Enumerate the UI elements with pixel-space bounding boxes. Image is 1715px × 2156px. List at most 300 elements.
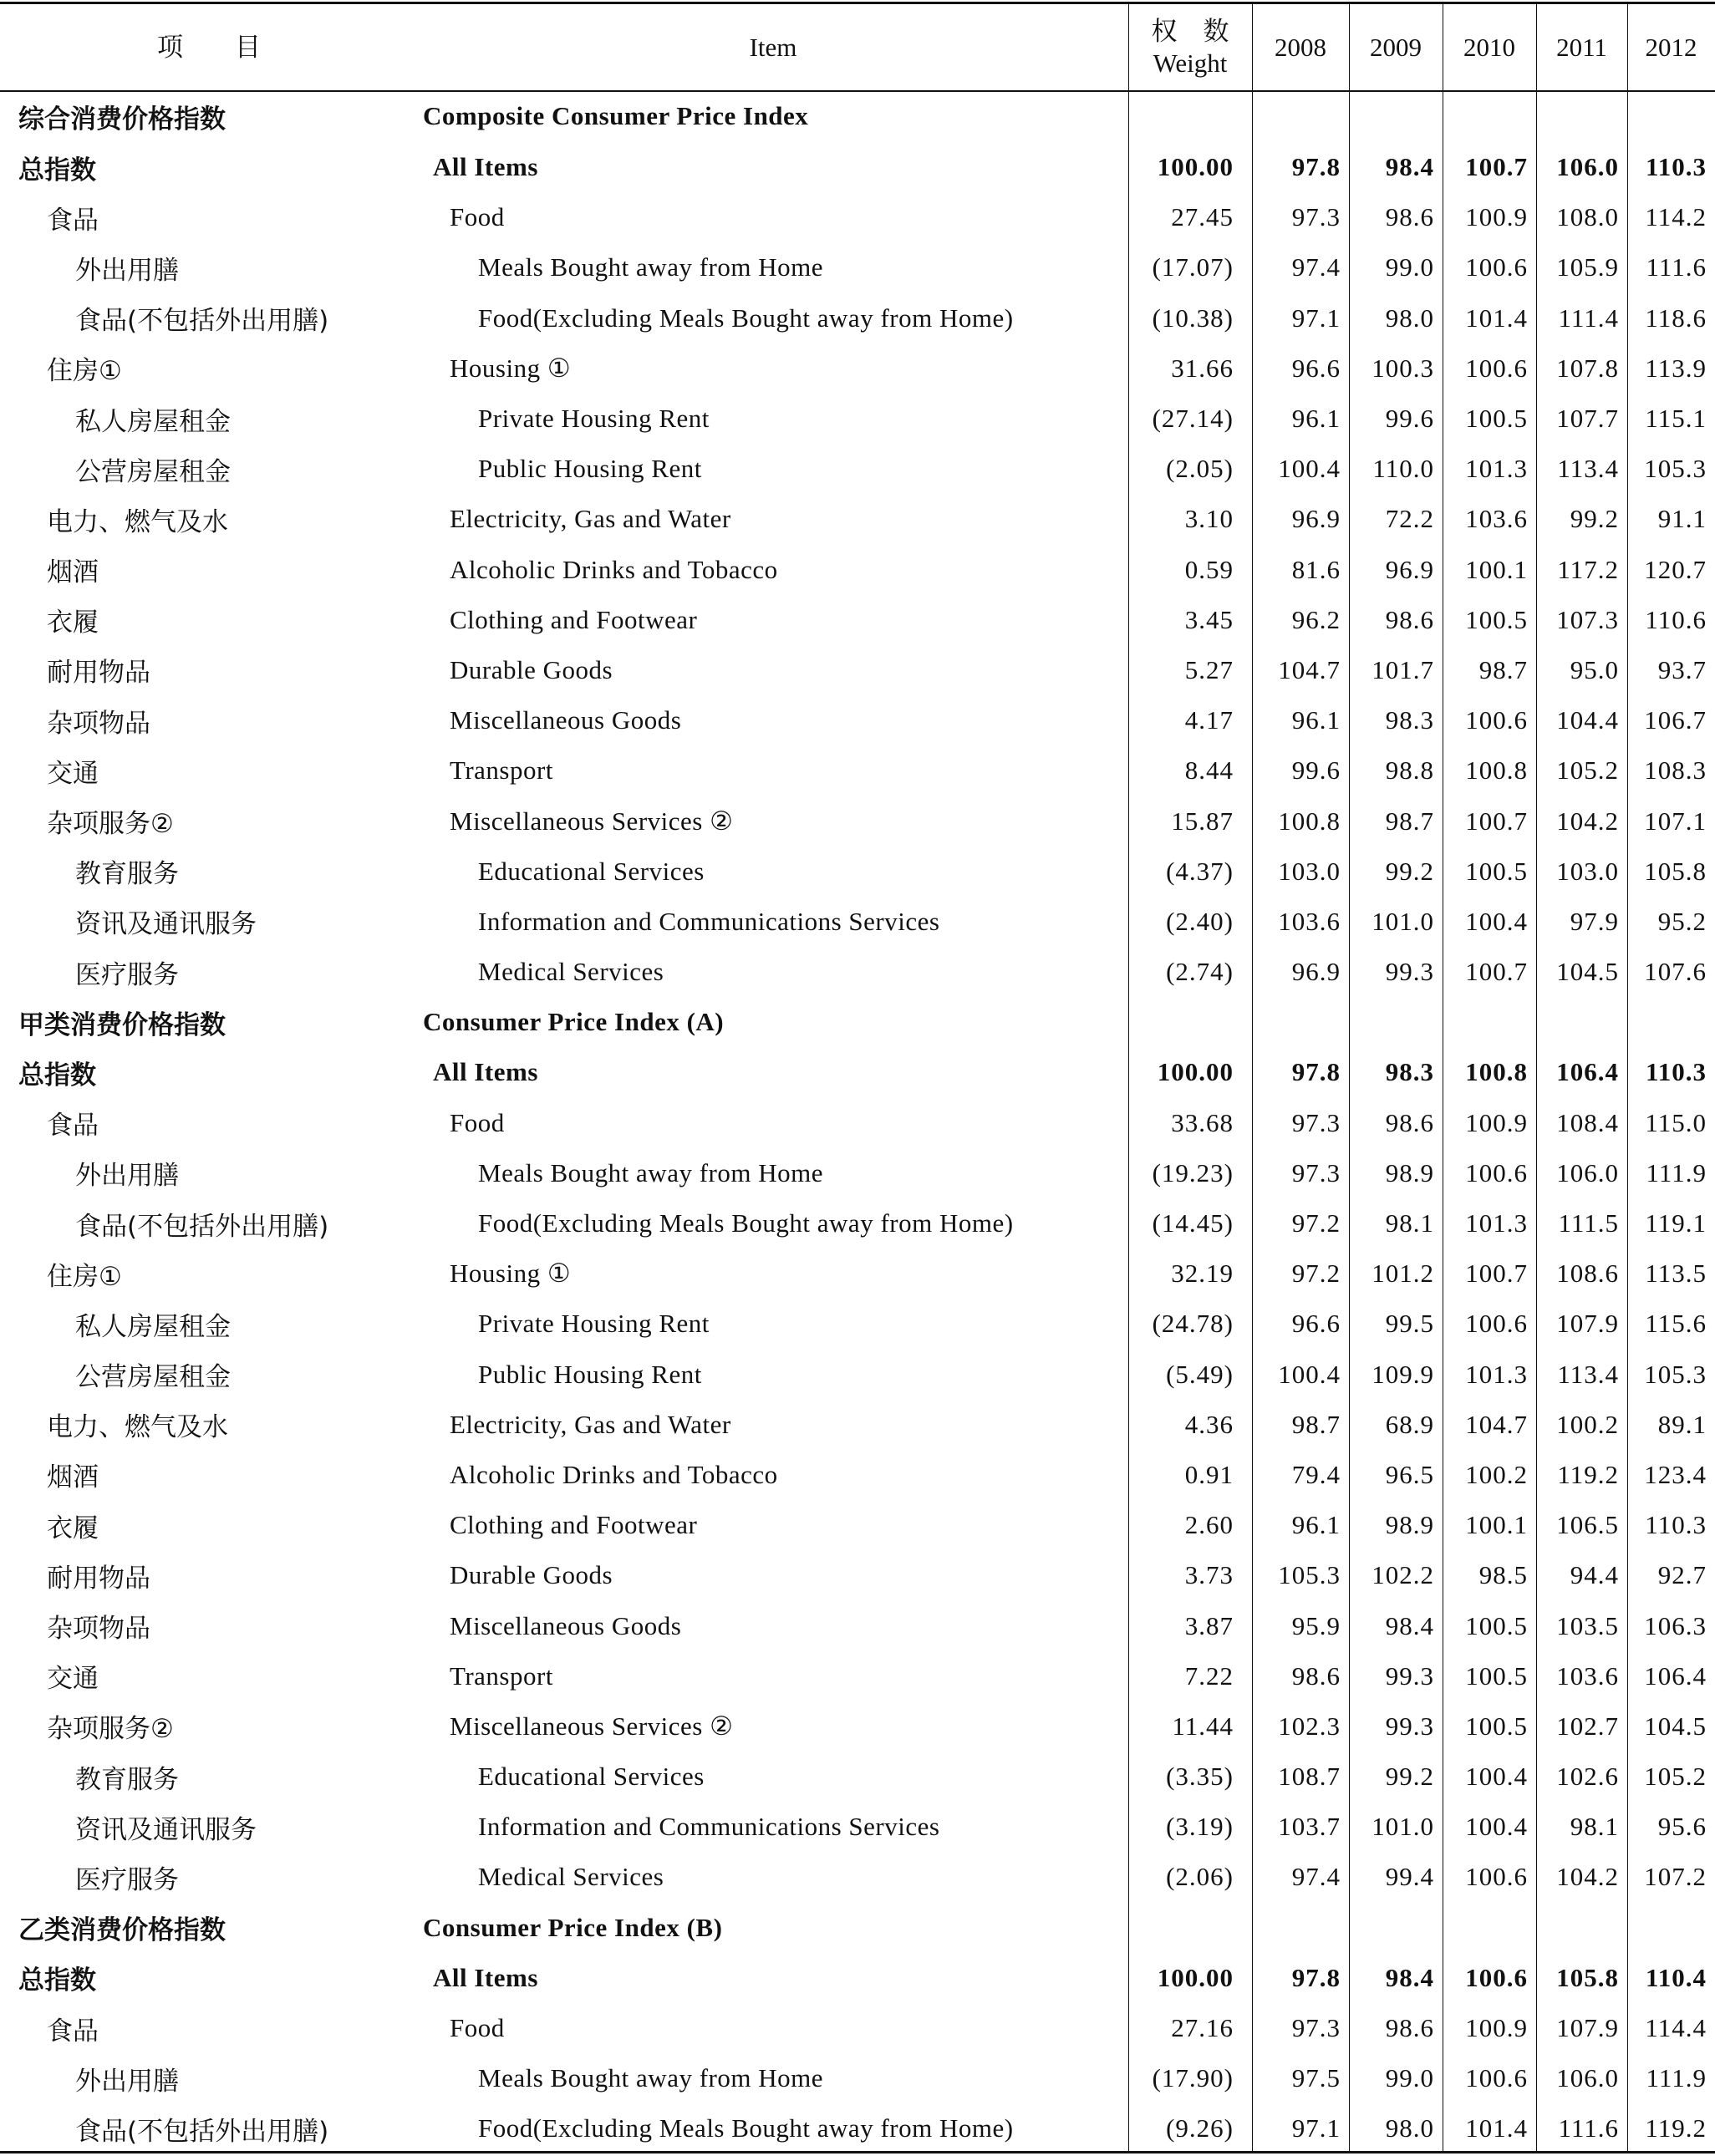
- index-value-cell: 104.7: [1465, 1409, 1528, 1439]
- index-value-cell: 97.8: [1291, 1057, 1341, 1087]
- table-row: [0, 242, 1715, 292]
- index-value-cell: 100.8: [1278, 806, 1341, 836]
- index-value-cell: 107.6: [1644, 957, 1707, 987]
- weight-cell: 11.44: [1172, 1711, 1234, 1741]
- index-value-cell: 103.6: [1556, 1660, 1619, 1691]
- item-name-cn: 资讯及通讯服务: [75, 909, 257, 940]
- index-value-cell: 96.1: [1291, 705, 1341, 735]
- index-value-cell: 97.9: [1570, 906, 1619, 936]
- index-value-cell: 107.9: [1556, 1309, 1619, 1339]
- index-value-cell: 111.6: [1646, 252, 1707, 282]
- item-name-cn: 外出用膳: [75, 1161, 179, 1192]
- index-value-cell: 105.8: [1644, 856, 1707, 886]
- index-value-cell: [1627, 90, 1715, 142]
- index-value-cell: 98.7: [1478, 654, 1528, 684]
- index-value-cell: [1349, 1903, 1443, 1953]
- index-value-cell: 99.6: [1385, 404, 1434, 434]
- item-name-en: All Items: [433, 1962, 538, 1992]
- index-value-cell: 99.3: [1385, 1711, 1434, 1741]
- index-value-cell: 100.7: [1465, 152, 1528, 182]
- index-value-cell: 96.6: [1291, 353, 1341, 383]
- index-value-cell: 103.0: [1278, 856, 1341, 886]
- index-value-cell: 119.1: [1645, 1208, 1707, 1238]
- index-value-cell: 104.4: [1556, 705, 1619, 735]
- index-value-cell: 102.7: [1556, 1711, 1619, 1741]
- table-row: [0, 2053, 1715, 2103]
- index-value-cell: 108.4: [1556, 1107, 1619, 1137]
- item-name-cn: 私人房屋租金: [75, 406, 231, 437]
- index-value-cell: 100.8: [1465, 755, 1528, 786]
- weight-cell: 32.19: [1171, 1259, 1234, 1289]
- index-value-cell: 98.4: [1385, 1962, 1434, 1992]
- index-value-cell: 107.8: [1556, 353, 1619, 383]
- section-row: [0, 997, 1715, 1047]
- table-row: [0, 1701, 1715, 1752]
- index-value-cell: 102.2: [1371, 1560, 1434, 1590]
- index-value-cell: 97.4: [1291, 1862, 1341, 1892]
- item-name-en: Food: [450, 2013, 505, 2043]
- item-name-cn: 耐用物品: [47, 1563, 150, 1594]
- index-value-cell: 102.6: [1556, 1762, 1619, 1792]
- index-value-cell: 100.3: [1371, 353, 1434, 383]
- table-row: [0, 1550, 1715, 1600]
- index-value-cell: 104.2: [1556, 806, 1619, 836]
- index-value-cell: 110.4: [1645, 1962, 1707, 1992]
- item-name-cn: 交通: [47, 758, 99, 789]
- index-value-cell: 115.0: [1645, 1107, 1707, 1137]
- index-value-cell: 100.6: [1465, 705, 1528, 735]
- index-value-cell: [1443, 997, 1536, 1047]
- index-value-cell: 101.7: [1371, 654, 1434, 684]
- item-name-cn: 衣履: [47, 608, 99, 638]
- index-value-cell: 99.0: [1385, 2063, 1434, 2093]
- table-row: [0, 645, 1715, 695]
- index-value-cell: 100.4: [1465, 906, 1528, 936]
- weight-cell: 100.00: [1157, 152, 1234, 182]
- index-value-cell: 96.9: [1385, 554, 1434, 584]
- header-weight-cn: 权 数: [1151, 16, 1229, 47]
- item-name-en: Food(Excluding Meals Bought away from Home): [478, 2113, 1014, 2143]
- index-value-cell: 99.6: [1291, 755, 1341, 786]
- index-value-cell: 95.9: [1291, 1610, 1341, 1640]
- index-value-cell: 100.4: [1465, 1812, 1528, 1842]
- item-name-en: Information and Communications Services: [478, 1812, 940, 1842]
- item-name-en: Food(Excluding Meals Bought away from Home): [478, 1208, 1014, 1238]
- index-value-cell: 103.6: [1278, 906, 1341, 936]
- table-row: [0, 545, 1715, 595]
- index-value-cell: 100.5: [1465, 404, 1528, 434]
- index-value-cell: 97.8: [1291, 152, 1341, 182]
- item-name-cn: 食品: [47, 205, 99, 236]
- index-value-cell: 103.5: [1556, 1610, 1619, 1640]
- index-value-cell: 92.7: [1657, 1560, 1707, 1590]
- index-value-cell: 100.6: [1465, 353, 1528, 383]
- weight-cell: 3.73: [1184, 1560, 1234, 1590]
- index-value-cell: 99.0: [1385, 252, 1434, 282]
- index-value-cell: 99.3: [1385, 1660, 1434, 1691]
- table-row: [0, 1953, 1715, 2003]
- index-value-cell: 97.8: [1291, 1962, 1341, 1992]
- table-row: [0, 847, 1715, 897]
- table-row: [0, 1198, 1715, 1248]
- table-row: [0, 796, 1715, 846]
- index-value-cell: 106.5: [1556, 1510, 1619, 1540]
- weight-cell: (2.06): [1166, 1862, 1234, 1892]
- item-name-cn: 综合消费价格指数: [18, 104, 226, 135]
- header-item-cn: 项 目: [157, 32, 261, 63]
- index-value-cell: 107.1: [1644, 806, 1707, 836]
- item-name-en: Miscellaneous Goods: [450, 1610, 682, 1640]
- index-value-cell: 108.0: [1556, 202, 1619, 232]
- weight-cell: 0.59: [1184, 554, 1234, 584]
- table-row: [0, 1350, 1715, 1400]
- item-name-cn: 公营房屋租金: [75, 1362, 231, 1393]
- index-value-cell: 99.2: [1385, 1762, 1434, 1792]
- index-value-cell: [1443, 90, 1536, 142]
- index-value-cell: 95.0: [1570, 654, 1619, 684]
- index-value-cell: 98.3: [1385, 705, 1434, 735]
- index-value-cell: 108.6: [1556, 1259, 1619, 1289]
- index-value-cell: [1349, 997, 1443, 1047]
- index-value-cell: 103.0: [1556, 856, 1619, 886]
- index-value-cell: 100.9: [1465, 202, 1528, 232]
- section-row: [0, 1903, 1715, 1953]
- index-value-cell: 100.6: [1465, 252, 1528, 282]
- table-row: [0, 293, 1715, 343]
- index-value-cell: 106.4: [1556, 1057, 1619, 1087]
- item-name-cn: 乙类消费价格指数: [18, 1915, 226, 1946]
- index-value-cell: 105.2: [1556, 755, 1619, 786]
- item-name-cn: 外出用膳: [75, 2066, 179, 2097]
- index-value-cell: 97.2: [1291, 1208, 1341, 1238]
- index-value-cell: [1252, 90, 1349, 142]
- index-value-cell: 107.9: [1556, 2013, 1619, 2043]
- index-value-cell: 113.4: [1557, 1359, 1619, 1389]
- weight-cell: (24.78): [1152, 1309, 1234, 1339]
- index-value-cell: 98.7: [1291, 1409, 1341, 1439]
- index-value-cell: 107.3: [1556, 604, 1619, 634]
- header-year: 2008: [1275, 32, 1326, 62]
- index-value-cell: 79.4: [1291, 1459, 1341, 1489]
- index-value-cell: 100.6: [1465, 2063, 1528, 2093]
- index-value-cell: 100.9: [1465, 1107, 1528, 1137]
- weight-cell: (5.49): [1166, 1359, 1234, 1389]
- index-value-cell: 98.0: [1385, 2113, 1434, 2143]
- table-row: [0, 1852, 1715, 1902]
- index-value-cell: 113.4: [1557, 454, 1619, 484]
- index-value-cell: 100.1: [1465, 554, 1528, 584]
- index-value-cell: 97.1: [1291, 303, 1341, 333]
- index-value-cell: 101.2: [1371, 1259, 1434, 1289]
- index-value-cell: 81.6: [1291, 554, 1341, 584]
- item-name-en: Private Housing Rent: [478, 1309, 710, 1339]
- index-value-cell: 105.3: [1644, 1359, 1707, 1389]
- index-value-cell: 110.6: [1645, 604, 1707, 634]
- header-weight-en: Weight: [1153, 48, 1228, 78]
- header-year: 2012: [1645, 32, 1697, 62]
- index-value-cell: 103.6: [1465, 504, 1528, 534]
- weight-cell: (17.90): [1152, 2063, 1234, 2093]
- index-value-cell: 98.7: [1385, 806, 1434, 836]
- weight-cell: (17.07): [1152, 252, 1234, 282]
- index-value-cell: 111.9: [1646, 1157, 1707, 1187]
- index-value-cell: 100.8: [1465, 1057, 1528, 1087]
- index-value-cell: 100.4: [1465, 1762, 1528, 1792]
- item-name-en: Consumer Price Index (A): [423, 1007, 725, 1037]
- table-row: [0, 1450, 1715, 1500]
- index-value-cell: [1627, 1903, 1715, 1953]
- cpi-table: [0, 4, 1715, 2154]
- index-value-cell: 96.9: [1291, 957, 1341, 987]
- index-value-cell: 94.4: [1570, 1560, 1619, 1590]
- index-value-cell: [1536, 997, 1627, 1047]
- index-value-cell: 100.7: [1465, 806, 1528, 836]
- index-value-cell: 111.6: [1558, 2113, 1619, 2143]
- index-value-cell: 115.6: [1645, 1309, 1707, 1339]
- header-row: [0, 4, 1715, 90]
- index-value-cell: [1536, 1903, 1627, 1953]
- index-value-cell: 97.5: [1291, 2063, 1341, 2093]
- index-value-cell: 105.3: [1644, 454, 1707, 484]
- weight-cell: 100.00: [1157, 1962, 1234, 1992]
- item-name-cn: 食品(不包括外出用膳): [75, 306, 329, 337]
- weight-cell: 7.22: [1184, 1660, 1234, 1691]
- index-value-cell: 97.1: [1291, 2113, 1341, 2143]
- index-value-cell: 101.3: [1465, 1359, 1528, 1389]
- index-value-cell: 110.3: [1645, 1057, 1707, 1087]
- index-value-cell: 97.3: [1291, 1107, 1341, 1137]
- table-row: [0, 1148, 1715, 1198]
- index-value-cell: 99.3: [1385, 957, 1434, 987]
- index-value-cell: 101.4: [1465, 2113, 1528, 2143]
- index-value-cell: 100.6: [1465, 1309, 1528, 1339]
- item-name-cn: 杂项物品: [47, 708, 150, 739]
- index-value-cell: 110.3: [1645, 152, 1707, 182]
- item-name-en: Public Housing Rent: [478, 1359, 702, 1389]
- weight-cell: (27.14): [1152, 404, 1234, 434]
- weight-cell: (2.40): [1166, 906, 1234, 936]
- header-weight: [1128, 4, 1252, 90]
- index-value-cell: 106.0: [1556, 152, 1619, 182]
- index-value-cell: 100.4: [1278, 454, 1341, 484]
- table-row: [0, 1802, 1715, 1852]
- table-row: [0, 1400, 1715, 1450]
- index-value-cell: 110.3: [1645, 1510, 1707, 1540]
- table-row: [0, 2103, 1715, 2153]
- weight-cell: 3.87: [1184, 1610, 1234, 1640]
- index-value-cell: 106.0: [1556, 2063, 1619, 2093]
- index-value-cell: 110.0: [1372, 454, 1434, 484]
- table-row: [0, 394, 1715, 444]
- item-name-cn: 耐用物品: [47, 658, 150, 689]
- item-name-en: Meals Bought away from Home: [478, 2063, 823, 2093]
- weight-cell: (2.74): [1166, 957, 1234, 987]
- index-value-cell: 97.3: [1291, 2013, 1341, 2043]
- item-name-en: Clothing and Footwear: [450, 1510, 698, 1540]
- item-name-en: All Items: [433, 152, 538, 182]
- weight-cell: (3.19): [1166, 1812, 1234, 1842]
- item-name-en: Housing ①: [450, 1259, 572, 1289]
- index-value-cell: [1252, 1903, 1349, 1953]
- item-name-cn: 烟酒: [47, 1462, 99, 1493]
- index-value-cell: 119.2: [1645, 2113, 1707, 2143]
- index-value-cell: 100.7: [1465, 1259, 1528, 1289]
- item-name-cn: 电力、燃气及水: [47, 506, 228, 537]
- index-value-cell: 97.3: [1291, 1157, 1341, 1187]
- index-value-cell: 97.4: [1291, 252, 1341, 282]
- index-value-cell: 98.6: [1291, 1660, 1341, 1691]
- weight-cell: (9.26): [1166, 2113, 1234, 2143]
- index-value-cell: 98.6: [1385, 2013, 1434, 2043]
- index-value-cell: 111.5: [1558, 1208, 1619, 1238]
- index-value-cell: 98.0: [1385, 303, 1434, 333]
- index-value-cell: 98.4: [1385, 152, 1434, 182]
- index-value-cell: 98.1: [1385, 1208, 1434, 1238]
- table-row: [0, 947, 1715, 997]
- index-value-cell: 104.2: [1556, 1862, 1619, 1892]
- table-row: [0, 494, 1715, 544]
- item-name-en: Clothing and Footwear: [450, 604, 698, 634]
- item-name-cn: 私人房屋租金: [75, 1311, 231, 1342]
- index-value-cell: 106.3: [1644, 1610, 1707, 1640]
- index-value-cell: 100.2: [1465, 1459, 1528, 1489]
- item-name-en: Educational Services: [478, 1762, 705, 1792]
- weight-cell: [1128, 90, 1252, 142]
- item-name-en: Educational Services: [478, 856, 705, 886]
- item-name-cn: 教育服务: [75, 859, 179, 890]
- weight-cell: 2.60: [1184, 1510, 1234, 1540]
- index-value-cell: 100.4: [1278, 1359, 1341, 1389]
- index-value-cell: 101.3: [1465, 1208, 1528, 1238]
- item-name-en: Electricity, Gas and Water: [450, 1409, 731, 1439]
- item-name-en: Housing ①: [450, 353, 572, 383]
- index-value-cell: 115.1: [1645, 404, 1707, 434]
- index-value-cell: 98.9: [1385, 1510, 1434, 1540]
- table-row: [0, 2003, 1715, 2053]
- index-value-cell: 114.4: [1645, 2013, 1707, 2043]
- index-value-cell: 98.1: [1570, 1812, 1619, 1842]
- item-name-cn: 住房①: [47, 1261, 122, 1292]
- item-name-en: Alcoholic Drinks and Tobacco: [450, 1459, 778, 1489]
- index-value-cell: 95.6: [1657, 1812, 1707, 1842]
- table-body: [0, 90, 1715, 2154]
- index-value-cell: 101.3: [1465, 454, 1528, 484]
- header-item-en: Item: [749, 32, 797, 62]
- item-name-en: Alcoholic Drinks and Tobacco: [450, 554, 778, 584]
- index-value-cell: 100.6: [1465, 1862, 1528, 1892]
- item-name-en: Food: [450, 202, 505, 232]
- index-value-cell: 100.1: [1465, 1510, 1528, 1540]
- item-name-en: Composite Consumer Price Index: [423, 101, 809, 130]
- item-name-en: Transport: [450, 1660, 553, 1691]
- index-value-cell: 102.3: [1278, 1711, 1341, 1741]
- index-value-cell: 98.5: [1478, 1560, 1528, 1590]
- table-row: [0, 1047, 1715, 1097]
- table-row: [0, 595, 1715, 645]
- index-value-cell: 117.2: [1557, 554, 1619, 584]
- index-value-cell: 98.3: [1385, 1057, 1434, 1087]
- index-value-cell: 97.2: [1291, 1259, 1341, 1289]
- item-name-cn: 食品(不包括外出用膳): [75, 2116, 329, 2147]
- index-value-cell: 101.0: [1371, 1812, 1434, 1842]
- index-value-cell: 68.9: [1385, 1409, 1434, 1439]
- section-row: [0, 90, 1715, 142]
- header-year: 2011: [1556, 32, 1607, 62]
- item-name-cn: 电力、燃气及水: [47, 1412, 228, 1443]
- item-name-cn: 食品: [47, 2016, 99, 2047]
- index-value-cell: 111.4: [1558, 303, 1619, 333]
- weight-cell: 31.66: [1171, 353, 1234, 383]
- header-year: 2010: [1463, 32, 1515, 62]
- index-value-cell: 100.2: [1556, 1409, 1619, 1439]
- item-name-en: All Items: [433, 1057, 538, 1087]
- header-year: 2009: [1370, 32, 1422, 62]
- index-value-cell: 107.2: [1644, 1862, 1707, 1892]
- item-name-cn: 食品: [47, 1111, 99, 1142]
- index-value-cell: 101.4: [1465, 303, 1528, 333]
- index-value-cell: 107.7: [1556, 404, 1619, 434]
- index-value-cell: 119.2: [1557, 1459, 1619, 1489]
- weight-cell: 100.00: [1157, 1057, 1234, 1087]
- item-name-cn: 总指数: [18, 1965, 96, 1996]
- item-name-en: Information and Communications Services: [478, 906, 940, 936]
- item-name-en: Durable Goods: [450, 1560, 613, 1590]
- weight-cell: (10.38): [1152, 303, 1234, 333]
- weight-cell: 33.68: [1171, 1107, 1234, 1137]
- index-value-cell: 99.5: [1385, 1309, 1434, 1339]
- item-name-en: Consumer Price Index (B): [423, 1912, 723, 1942]
- index-value-cell: 100.7: [1465, 957, 1528, 987]
- index-value-cell: 89.1: [1657, 1409, 1707, 1439]
- index-value-cell: 114.2: [1645, 202, 1707, 232]
- weight-cell: (3.35): [1166, 1762, 1234, 1792]
- index-value-cell: [1252, 997, 1349, 1047]
- index-value-cell: 98.6: [1385, 604, 1434, 634]
- item-name-en: Food(Excluding Meals Bought away from Home): [478, 303, 1014, 333]
- weight-cell: (14.45): [1152, 1208, 1234, 1238]
- index-value-cell: 111.9: [1646, 2063, 1707, 2093]
- index-value-cell: 120.7: [1644, 554, 1707, 584]
- table-row: [0, 343, 1715, 394]
- index-value-cell: 104.5: [1556, 957, 1619, 987]
- index-value-cell: 72.2: [1385, 504, 1434, 534]
- item-name-en: Meals Bought away from Home: [478, 252, 823, 282]
- index-value-cell: 96.9: [1291, 504, 1341, 534]
- item-name-cn: 杂项服务②: [47, 809, 174, 840]
- weight-cell: 27.16: [1171, 2013, 1234, 2043]
- item-name-cn: 教育服务: [75, 1764, 179, 1795]
- item-name-cn: 衣履: [47, 1513, 99, 1543]
- item-name-cn: 烟酒: [47, 557, 99, 588]
- index-value-cell: 96.6: [1291, 1309, 1341, 1339]
- item-name-cn: 公营房屋租金: [75, 456, 231, 487]
- weight-cell: 3.45: [1184, 604, 1234, 634]
- item-name-cn: 住房①: [47, 356, 122, 387]
- item-name-en: Miscellaneous Services ②: [450, 1711, 734, 1741]
- item-name-cn: 医疗服务: [75, 1864, 179, 1895]
- index-value-cell: [1536, 90, 1627, 142]
- index-value-cell: 99.4: [1385, 1862, 1434, 1892]
- index-value-cell: [1443, 1903, 1536, 1953]
- item-name-en: Public Housing Rent: [478, 454, 702, 484]
- table-row: [0, 897, 1715, 947]
- item-name-en: Medical Services: [478, 957, 664, 987]
- item-name-cn: 食品(不包括外出用膳): [75, 1211, 329, 1242]
- weight-cell: (2.05): [1166, 454, 1234, 484]
- table-row: [0, 192, 1715, 242]
- index-value-cell: 96.1: [1291, 1510, 1341, 1540]
- weight-cell: [1128, 997, 1252, 1047]
